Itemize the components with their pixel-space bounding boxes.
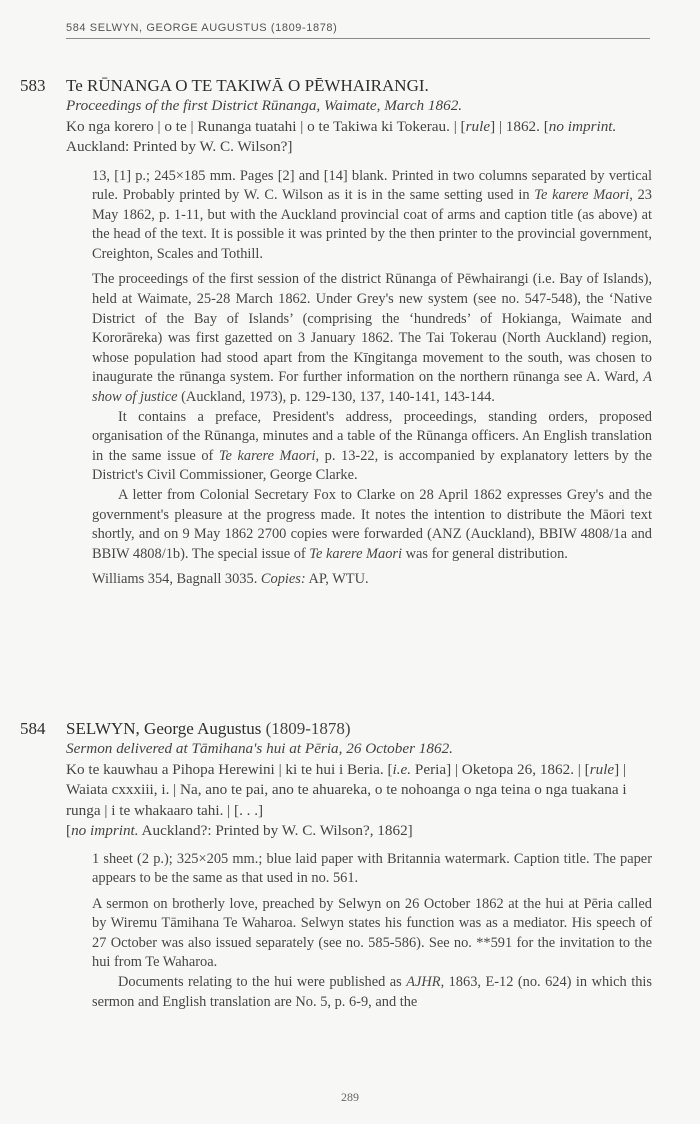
running-head: 584 SELWYN, GEORGE AUGUSTUS (1809-1878) [66, 22, 650, 39]
note-paragraph: A sermon on brotherly love, preached by Selwyn on 26 October 1862 at the hui at Pēria called by Wiremu Tāmihana Te Waharoa. Selwyn states his function was as a mediator. His speech of 27 October was also issued separately (see no. 585-586). See no. **591 for the invitation to the hui from Te Waharoa. [92, 895, 652, 971]
note-paragraph: The proceedings of the first session of the district Rūnanga of Pēwhairangi (i.e. Bay of Islands), held at Waimate, 25-28 March 1862. Under Grey's new system (see no. 547-548), the ‘Native District of the Bay of Islands’ (comprising the ‘hundreds’ of Hokianga, Waimate and Kororāreka) was first gazetted on 3 January 1862. The Tai Tokerau (North Auckland) region, whose population had stood apart from the Kīngitanga movement to the south, was chosen to inaugurate the rūnanga system. For further information on the northern rūnanga see A. Ward, A show of justice (Auckland, 1973), p. 129-130, 137, 140-141, 143-144. [92, 271, 652, 406]
entry-subtitle: Proceedings of the first District Rūnanga, Waimate, March 1862. [66, 97, 463, 114]
title-transcription: Ko te kauwhau a Pihopa Herewini | ki te hui i Beria. [i.e. Peria] | Oketopa 26, 1862. | [rule] | Waiata cxxxiii, i. | Na, ano te pai, ano te ahuareka, o te nohoanga o nga teina o nga tuakana i runga | i te whakaaro tahi. | [. . .] [66, 760, 627, 819]
entry-number: 584 [20, 719, 46, 738]
entry-583 [20, 76, 652, 590]
physical-description: 1 sheet (2 p.); 325×205 mm.; blue laid paper with Britannia watermark. Caption title. The paper appears to be the same as that used in no. 561. [92, 850, 652, 887]
entry-title: Te RŪNANGA O TE TAKIWĀ O PĒWHAIRANGI. [66, 76, 429, 95]
note-paragraph: It contains a preface, President's address, proceedings, standing orders, proposed organisation of the Rūnanga, minutes and a table of the Rūnanga officers. An English translation in the same issue of Te karere Maori, p. 13-22, is accompanied by explanatory letters by the District's Civil Commissioner, George Clarke. [92, 408, 652, 484]
entry-description [92, 850, 652, 1013]
entry-number: 583 [20, 76, 46, 95]
references-line: Williams 354, Bagnall 3035. Copies: AP, WTU. [92, 571, 369, 588]
bibliographic-block [66, 739, 652, 842]
entry-description [92, 167, 652, 590]
physical-description: 13, [1] p.; 245×185 mm. Pages [2] and [14] blank. Printed in two columns separated by vertical rule. Probably printed by W. C. Wilson as it is in the same setting used in Te karere Maori, 23 May 1862, p. 1-11, but with the Auckland provincial coat of arms and caption title (as above) at the head of the text. It is possible it was printed by the then printer to the provincial government, Creighton, Scales and Tothill. [92, 167, 653, 262]
imprint-line: [no imprint. Auckland?: Printed by W. C. Wilson?, 1862] [66, 822, 413, 839]
entry-title: SELWYN, George Augustus (1809-1878) [66, 719, 351, 738]
bibliographic-block [66, 96, 652, 158]
note-paragraph: A letter from Colonial Secretary Fox to Clarke on 28 April 1862 expresses Grey's and the government's pleasure at the progress made. It notes the intention to distribute the Māori text shortly, and on 9 May 1862 2700 copies were forwarded (ANZ (Auckland), BBIW 4808/1a and BBIW 4808/1b). The special issue of Te karere Maori was for general distribution. [92, 487, 652, 562]
title-transcription: Ko nga korero | o te | Runanga tuatahi | o te Takiwa ki Tokerau. | [rule] | 1862. [no imprint. Auckland: Printed by W. C. Wilson?] [66, 117, 617, 155]
page-number: 289 [341, 1090, 359, 1104]
entry-subtitle: Sermon delivered at Tāmihana's hui at Pēria, 26 October 1862. [66, 740, 453, 757]
note-paragraph: Documents relating to the hui were published as AJHR, 1863, E-12 (no. 624) in which this sermon and English translation are No. 5, p. 6-9, and the [92, 974, 652, 1010]
entry-584 [20, 719, 652, 1012]
